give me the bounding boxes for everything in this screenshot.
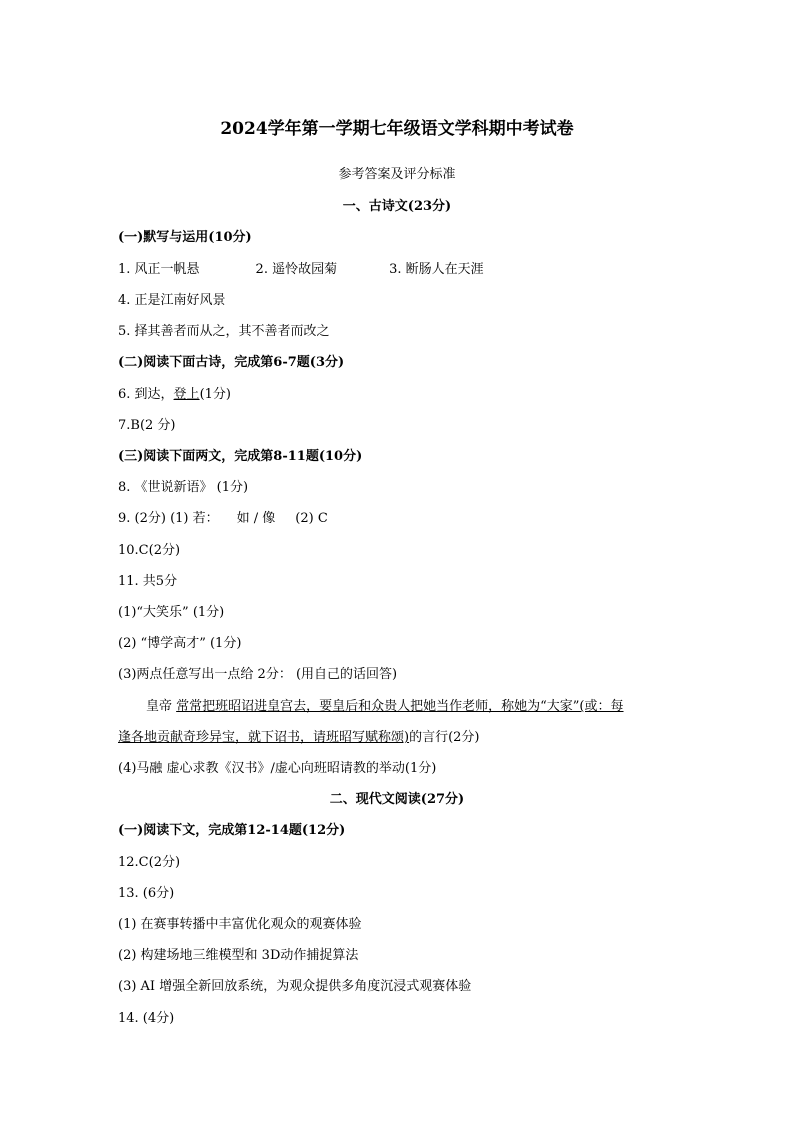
answer-11-3-rest: 的言行(2分) xyxy=(409,730,480,745)
answer-11-1: (1)“大笑乐” (1分) xyxy=(118,605,225,620)
answer-14: 14. (4分) xyxy=(118,1011,175,1026)
subtitle: 参考答案及评分标准 xyxy=(338,167,456,182)
page-title: 2024学年第一学期七年级语文学科期中考试卷 xyxy=(220,119,574,139)
section-heading-modern: 二、现代文阅读(27分) xyxy=(329,792,465,807)
answer-11-3-underlined-2: 逢各地贡献奇珍异宝，就下诏书，请班昭写赋称颂) xyxy=(118,730,410,745)
answer-11-3: (3)两点任意写出一点给 2分： (用自己的话回答) xyxy=(118,667,398,682)
answer-13: 13. (6分) xyxy=(118,886,175,901)
answer-13-1: (1) 在赛事转播中丰富优化观众的观赛体验 xyxy=(118,917,362,932)
part-heading-poem: (二)阅读下面古诗，完成第6-7题(3分) xyxy=(118,355,345,370)
answer-13-2: (2) 构建场地三维模型和 3D动作捕捉算法 xyxy=(118,948,359,963)
answer-row-1-3 xyxy=(118,261,484,278)
answer-5: 5. 择其善者而从之，其不善者而改之 xyxy=(118,324,330,339)
answer-6-underlined: 登上 xyxy=(173,387,200,402)
answer-12: 12.C(2分) xyxy=(118,855,181,870)
answer-9 xyxy=(118,510,328,527)
answer-9-end: (2) C xyxy=(295,511,328,526)
section-heading-classical: 一、古诗文(23分) xyxy=(342,199,452,214)
answer-9-prefix: 9. (2分) (1) 若： xyxy=(118,511,219,526)
answer-13-3: (3) AI 增强全新回放系统，为观众提供多角度沉浸式观赛体验 xyxy=(118,979,472,994)
answer-4: 4. 正是江南好风景 xyxy=(118,293,226,308)
answer-6 xyxy=(118,386,231,403)
answer-7: 7.B(2 分) xyxy=(118,418,176,433)
answer-11-3-line1 xyxy=(146,698,624,715)
answer-6-score: (1分) xyxy=(199,387,231,402)
answer-11-3-line2 xyxy=(118,729,480,746)
answer-11: 11. 共5分 xyxy=(118,574,178,589)
answer-11-3-underlined-1: 常常把班昭诏进皇宫去，要皇后和众贵人把她当作老师，称她为“大家”(或：每 xyxy=(176,699,624,714)
part-heading-dictation: (一)默写与运用(10分) xyxy=(118,230,252,245)
answer-9-mid: 如 / 像 xyxy=(236,511,276,526)
answer-1: 1. 风正一帆悬 xyxy=(118,262,200,277)
answer-10: 10.C(2分) xyxy=(118,543,181,558)
answer-6-prefix: 6. 到达， xyxy=(118,387,174,402)
answer-2: 2. 遥怜故园菊 xyxy=(255,262,338,277)
part-heading-two-texts: (三)阅读下面两文，完成第8-11题(10分) xyxy=(118,449,363,464)
answer-11-4: (4)马融 虚心求教《汉书》/虚心向班昭请教的举动(1分) xyxy=(118,761,437,776)
answer-8: 8. 《世说新语》 (1分) xyxy=(118,480,249,495)
answer-3: 3. 断肠人在天涯 xyxy=(389,262,484,277)
answer-11-2: (2) “博学高才” (1分) xyxy=(118,636,242,651)
part-heading-modern-1: (一)阅读下文，完成第12-14题(12分) xyxy=(118,823,346,838)
answer-11-3-lead: 皇帝 xyxy=(146,699,177,714)
